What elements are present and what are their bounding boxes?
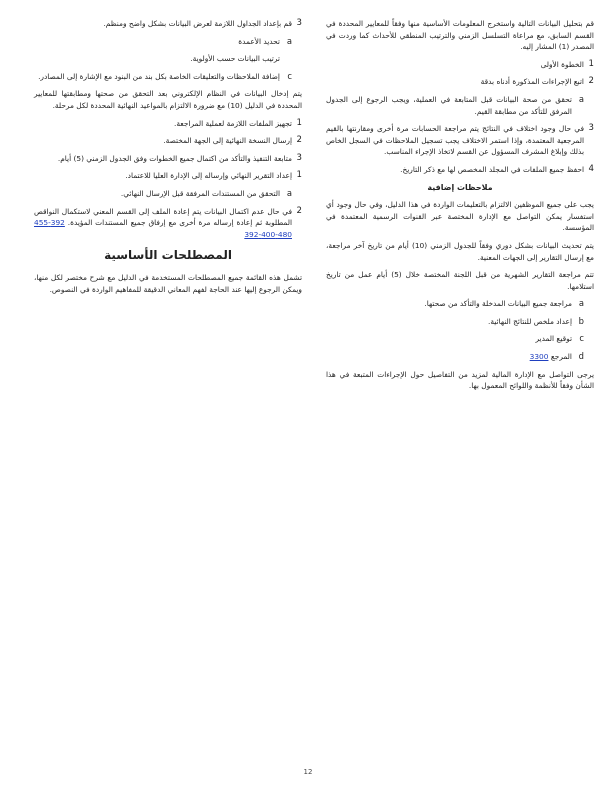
closing-paragraph: يرجى التواصل مع الإدارة المالية لمزيد من التفاصيل حول الإجراءات المتبعة في هذا الشأن وفقاً للأنظمة واللوائح المعمول بها. [326, 369, 594, 391]
item-number: 3 [296, 18, 302, 28]
item-text: قم بإعداد الجداول اللازمة لعرض البيانات بشكل واضح ومنظم. [103, 19, 292, 28]
item-number: 1 [296, 117, 302, 128]
sub-letter: d [578, 351, 584, 362]
sub-item [326, 94, 594, 117]
sub-item [34, 71, 302, 83]
list-item [326, 123, 594, 158]
sub-text: إعداد ملخص للنتائج النهائية. [488, 316, 572, 326]
sub-letter: a [286, 35, 292, 46]
sub-text: المرجع [550, 352, 572, 362]
sub-item [326, 333, 594, 345]
list-item [326, 164, 594, 176]
sub-item [326, 351, 594, 363]
sub-item [326, 298, 594, 310]
reference-link[interactable]: 392-455 [34, 218, 65, 228]
item-text: إرسال النسخة النهائية إلى الجهة المختصة. [163, 136, 292, 146]
list-item [34, 170, 302, 182]
item-text: احفظ جميع الملفات في المجلد المخصص لها مع ذكر التاريخ. [400, 164, 584, 174]
item-number: 1 [296, 170, 302, 181]
sub-text: ترتيب البيانات حسب الأولوية. [190, 54, 280, 64]
list-item [34, 118, 302, 130]
section-heading: ملاحظات إضافية [427, 182, 493, 192]
item-text: إعداد التقرير النهائي وإرساله إلى الإدارة العليا للاعتماد. [125, 171, 292, 181]
list-item [34, 153, 302, 165]
item-text: الخطوة الأولى [540, 59, 584, 69]
list-item [34, 206, 302, 241]
sub-letter: c [579, 333, 584, 344]
sub-text: التحقق من المستندات المرفقة قبل الإرسال النهائي. [120, 188, 280, 198]
item-text: في حال عدم اكتمال البيانات يتم إعادة الملف إلى القسم المعني لاستكمال النواقص المطلوبة ثم إعادة إرساله مرة أخرى مع إرفاق جميع المستندات المؤيدة. [34, 206, 292, 228]
item-number: 1 [588, 58, 594, 69]
sub-letter: b [578, 315, 584, 326]
left-column [34, 18, 302, 301]
item-number: 3 [588, 123, 594, 134]
item-number: 2 [296, 135, 302, 146]
sub-item [34, 53, 302, 65]
sub-text: تحقق من صحة البيانات قبل المتابعة في العملية، ويجب الرجوع إلى الجدول المرفق للتأكد من مطابقة القيم. [326, 94, 572, 116]
list-item [34, 18, 302, 30]
section-paragraph: تتم مراجعة التقارير الشهرية من قبل اللجنة المختصة خلال (5) أيام عمل من تاريخ استلامها. [326, 270, 594, 291]
item-number: 4 [588, 163, 594, 174]
item-text: في حال وجود اختلاف في النتائج يتم مراجعة الحسابات مرة أخرى ومقارنتها بالقيم المرجعية المعتمدة، وإذا استمر الاختلاف يجب تسجيل الملاحظات في السجل الخاص بذلك وإبلاغ المشرف المسؤول عن القسم لاتخاذ الإجراء المناسب. [326, 124, 584, 157]
body-paragraph: يتم إدخال البيانات في النظام الإلكتروني بعد التحقق من صحتها ومطابقتها للمعايير المحددة في الدليل (10) مع ضرورة الالتزام بالمواعيد النهائية المحددة لكل مرحلة. [34, 89, 302, 110]
page-number: 12 [303, 768, 313, 776]
item-text: اتبع الإجراءات المذكورة أدناه بدقة [480, 77, 584, 87]
sub-text: تحديد الأعمدة [238, 36, 280, 46]
sub-item [326, 316, 594, 328]
sub-item [34, 36, 302, 48]
sub-letter: a [578, 93, 584, 104]
section-heading: المصطلحات الأساسية [104, 248, 232, 263]
item-text: تجهيز الملفات اللازمة لعملية المراجعة. [173, 118, 292, 128]
section-paragraph: يتم تحديث البيانات بشكل دوري وفقاً للجدول الزمني (10) أيام من تاريخ آخر مراجعة، مع إرسال التقارير إلى الجهات المعنية. [326, 240, 594, 262]
item-number: 2 [588, 76, 594, 87]
list-item [326, 76, 594, 88]
body-paragraph: تشمل هذه القائمة جميع المصطلحات المستخدمة في الدليل مع شرح مختصر لكل منها، ويمكن الرجوع إليها عند الحاجة لفهم المعاني الدقيقة للمفاهيم الواردة في النصوص. [34, 272, 302, 294]
item-text: متابعة التنفيذ والتأكد من اكتمال جميع الخطوات وفق الجدول الزمني (5) أيام. [57, 153, 292, 163]
sub-text: إضافة الملاحظات والتعليقات الخاصة بكل بند من البنود مع الإشارة إلى المصادر. [38, 71, 280, 81]
sub-letter: c [287, 70, 292, 81]
item-number: 2 [296, 205, 302, 216]
sub-letter: a [578, 298, 584, 309]
item-number: 3 [296, 152, 302, 163]
sub-text: توقيع المدير [535, 334, 572, 344]
right-column [326, 18, 594, 398]
list-item [326, 59, 594, 71]
sub-text: مراجعة جميع البيانات المدخلة والتأكد من صحتها. [424, 299, 572, 309]
sub-item [34, 188, 302, 200]
section-paragraph: يجب على جميع الموظفين الالتزام بالتعليمات الواردة في هذا الدليل، وفي حال وجود أي استفسار يمكن التواصل مع الإدارة المختصة عبر القنوات الرسمية المعتمدة في المؤسسة. [326, 200, 594, 233]
list-item [34, 135, 302, 147]
reference-link[interactable]: 480-400-392 [244, 229, 292, 239]
sub-letter: a [286, 187, 292, 198]
reference-link[interactable]: 3300 [529, 352, 549, 362]
intro-paragraph: قم بتحليل البيانات التالية واستخرج المعلومات الأساسية منها وفقاً للمعايير المحددة في القسم السابق، مع مراعاة التسلسل الزمني والترتيب المنطقي للأحداث كما وردت في المصدر (1) المشار إليه. [326, 19, 594, 52]
